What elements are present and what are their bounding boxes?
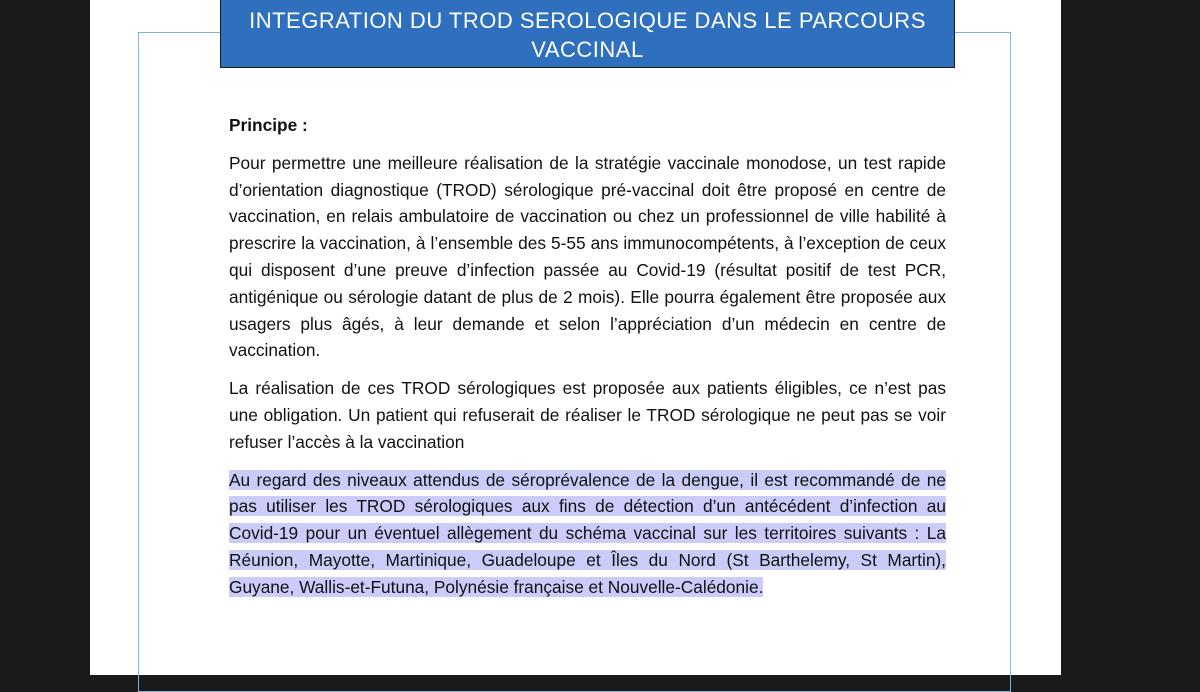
text-selection-highlight[interactable]: Au regard des niveaux attendus de séroprévalence de la dengue, il est recommandé de ne pas utiliser les TROD sérologiques aux fins de détection d’un antécédent d’infection au Covid-19 pour un éventuel allègement du schéma vaccinal sur les territoires suivants : La Réunion, Mayotte, Martinique, Guadeloupe et Îles du Nord (St Barthelemy, St Martin), Guyane, Wallis-et-Futuna, Polynésie française et Nouvelle-Calédonie. (229, 469, 946, 597)
document-body (229, 112, 946, 612)
paragraph-principle[interactable]: Pour permettre une meilleure réalisation de la stratégie vaccinale monodose, un test rapide d’orientation diagnostique (TROD) sérologique pré-vaccinal doit être proposé en centre de vaccination, en relais ambulatoire de vaccination ou chez un professionnel de ville habilité à prescrire la vaccination, à l’ensemble des 5-55 ans immunocompétents, à l’exception de ceux qui disposent d’une preuve d’infection passée au Covid-19 (résultat positif de test PCR, antigénique ou sérologie datant de plus de 2 mois). Elle pourra également être proposée aux usagers plus âgés, à leur demande et selon l’appréciation d’un médecin en centre de vaccination. (229, 152, 946, 361)
paragraph-territories-highlighted[interactable] (229, 467, 946, 601)
document-page (90, 0, 1061, 675)
section-heading: Principe : (229, 115, 308, 135)
title-banner (220, 0, 955, 68)
title-line-2: VACCINAL (531, 37, 644, 62)
paragraph-eligibility[interactable]: La réalisation de ces TROD sérologiques est proposée aux patients éligibles, ce n’est pas une obligation. Un patient qui refuserait de réaliser le TROD sérologique ne peut pas se voir refuser l’accès à la vaccination (229, 378, 946, 452)
title-line-1: INTEGRATION DU TROD SEROLOGIQUE DANS LE PARCOURS (249, 8, 926, 33)
